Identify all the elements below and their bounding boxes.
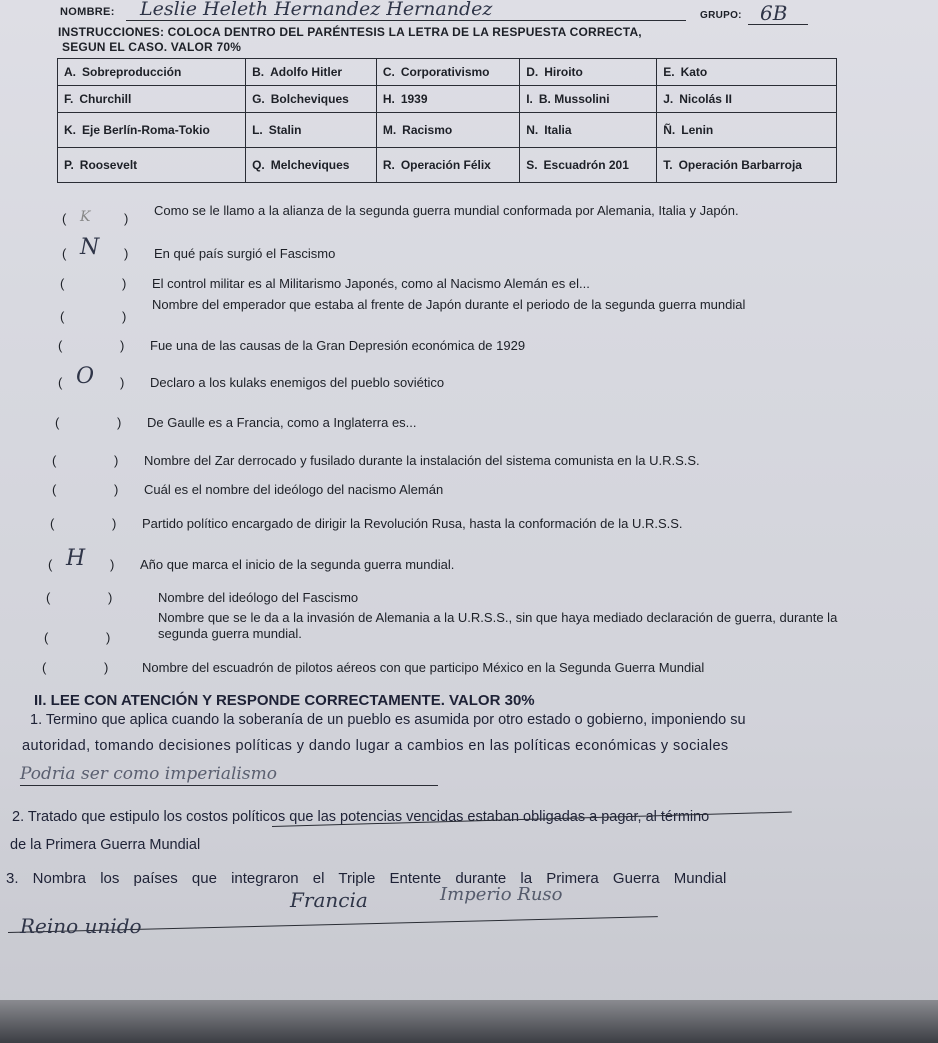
option-t: T. Operación Barbarroja [657,148,837,183]
answer-3-a[interactable]: Francia [290,888,368,912]
answer-options-table [57,58,837,183]
nombre-value[interactable]: Leslie Heleth Hernandez Hernandez [140,0,493,20]
option-a: A. Sobreproducción [58,59,246,86]
instructions-line-1: INSTRUCCIONES: COLOCA DENTRO DEL PARÉNTESIS LA LETRA DE LA RESPUESTA CORRECTA, [58,25,642,39]
answer-line-1 [20,785,438,786]
section-2-q3: 3. Nombra los países que integraron el Triple Entente durante la Primera Guerra Mundial [6,870,727,887]
section-2-q2-line-1: 2. Tratado que estipulo los costos políticos que las potencias vencidas estaban obligadas a pagar, al término [12,809,710,825]
option-i: I. B. Mussolini [520,86,657,113]
option-n: N. Italia [520,113,657,148]
answer-blank-2[interactable]: N [80,235,100,260]
nombre-label: NOMBRE: [60,6,115,18]
option-e: E. Kato [657,59,837,86]
option-q: Q. Melcheviques [246,148,377,183]
option-c: C. Corporativismo [376,59,519,86]
answer-3-b[interactable]: Imperio Ruso [440,884,563,905]
nombre-underline [126,20,686,21]
section-2-q1-line-1: 1. Termino que aplica cuando la soberanía de un pueblo es asumida por otro estado o gobierno, imponiendo su [30,712,746,728]
option-g: G. Bolcheviques [246,86,377,113]
section-2-q2-line-2: de la Primera Guerra Mundial [10,837,201,853]
section-2-q1-line-2: autoridad, tomando decisiones políticas y dando lugar a cambios en las políticas económicas y sociales [22,738,729,754]
option-r: R. Operación Félix [376,148,519,183]
table-row [58,86,837,113]
grupo-value[interactable]: 6B [760,1,788,25]
option-b: B. Adolfo Hitler [246,59,377,86]
option-m: M. Racismo [376,113,519,148]
option-s: S. Escuadrón 201 [520,148,657,183]
option-h: H. 1939 [376,86,519,113]
option-j: J. Nicolás II [657,86,837,113]
answer-blank-1[interactable]: K [80,209,91,225]
section-2-title: II. LEE CON ATENCIÓN Y RESPONDE CORRECTAMENTE. VALOR 30% [34,692,535,709]
table-row [58,148,837,183]
table-surface [0,1000,938,1043]
table-row [58,59,837,86]
answer-3-c[interactable]: Reino unido [20,914,142,938]
instructions-line-2: SEGUN EL CASO. VALOR 70% [62,40,242,54]
answer-1[interactable]: Podria ser como imperialismo [20,764,277,784]
grupo-label: GRUPO: [700,10,742,21]
option-l: L. Stalin [246,113,377,148]
option-p: P. Roosevelt [58,148,246,183]
answer-blank-6[interactable]: O [76,364,95,389]
answer-blank-11[interactable]: H [66,546,86,571]
option-f: F. Churchill [58,86,246,113]
table-row [58,113,837,148]
option-k: K. Eje Berlín-Roma-Tokio [58,113,246,148]
option-ntilde: Ñ. Lenin [657,113,837,148]
option-d: D. Hiroito [520,59,657,86]
